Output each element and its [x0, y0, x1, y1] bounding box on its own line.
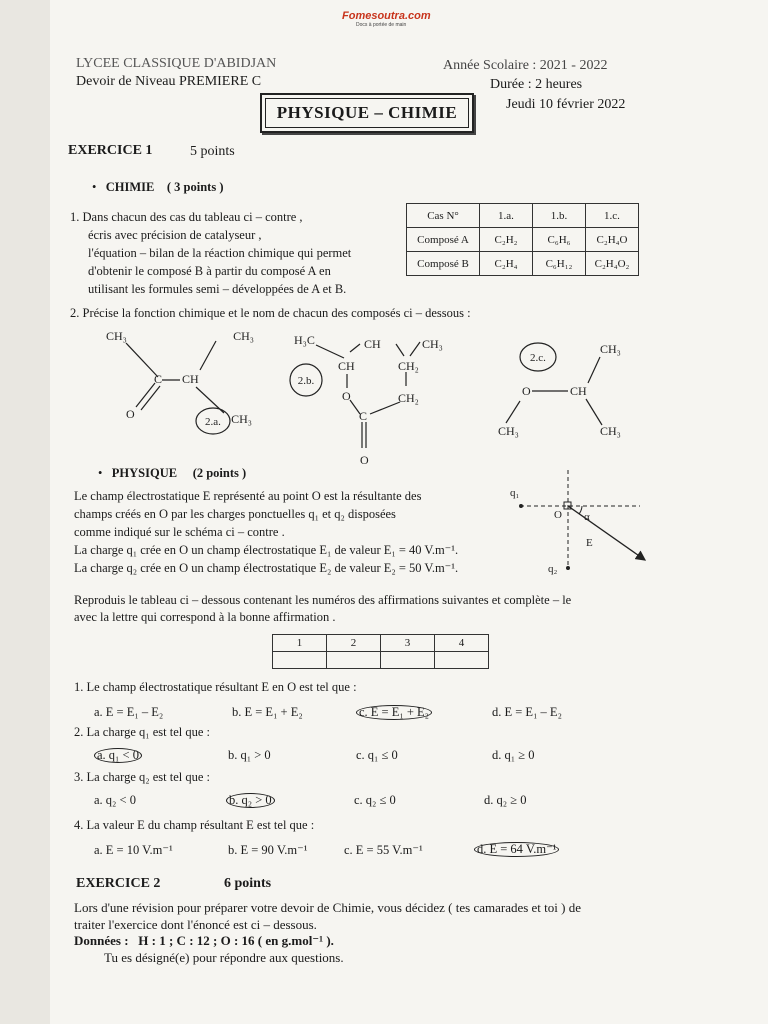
mol-text: H₃C	[294, 333, 315, 347]
table-cell: C₂H₄	[480, 252, 533, 276]
item-1-option-b: b. E = E₁ + E₂	[232, 705, 303, 719]
table-row	[273, 652, 489, 669]
mol-text: CH₃	[600, 424, 621, 438]
instruction-line: avec la lettre qui correspond à la bonne affirmation .	[74, 610, 336, 624]
table-cell-empty	[273, 652, 327, 669]
table-cell: 1	[273, 635, 327, 652]
mol-text: CH₂	[398, 391, 419, 405]
bond-line	[370, 402, 400, 414]
table-row	[273, 635, 489, 652]
mol-text: C	[359, 409, 368, 423]
table-cell: 2	[327, 635, 381, 652]
exam-page	[50, 0, 768, 1024]
table-cell: Composé A	[407, 228, 480, 252]
exercise-1-points: 5 points	[190, 144, 235, 159]
phys-line: La charge q₁ crée en O un champ électrostatique E₁ de valeur E₁ = 40 V.m⁻¹.	[74, 543, 459, 557]
answer-table	[272, 634, 489, 669]
q1-line: utilisant les formules semi – développées de A et B.	[88, 282, 347, 296]
intro-line: Lors d'une révision pour préparer votre devoir de Chimie, vous décidez ( tes camarades et toi ) de	[74, 900, 581, 915]
fig-text: E	[586, 537, 593, 549]
table-cell: 1.b.	[533, 204, 586, 228]
item-1-question: 1. Le champ électrostatique résultant E en O est tel que :	[74, 680, 357, 694]
angle-arc	[579, 506, 582, 514]
table-cell: 3	[381, 635, 435, 652]
table-cell: C₆H₆	[533, 228, 586, 252]
q1-line: écris avec précision de catalyseur ,	[88, 228, 262, 242]
mol-label: 2.a.	[205, 416, 221, 428]
phys-line: champs créés en O par les charges ponctuelles q₁ et q₂ disposées	[74, 507, 396, 521]
exercise-1-title: EXERCICE 1	[68, 143, 153, 158]
molecule-2c	[496, 335, 656, 445]
item-4-option-b: b. E = 90 V.m⁻¹	[228, 843, 308, 857]
logo-tagline: Docs à portée de main	[356, 22, 407, 28]
page-title: PHYSIQUE – CHIMIE	[265, 98, 469, 128]
molecule-2b	[286, 330, 446, 470]
physique-text	[74, 487, 458, 577]
q1-line: 1. Dans chacun des cas du tableau ci – contre ,	[70, 210, 303, 224]
mol-text: CH₃	[106, 329, 127, 343]
phys-line: Le champ électrostatique E représenté au point O est la résultante des	[74, 489, 422, 503]
mol-text: CH₂	[398, 359, 419, 373]
q1-line: d'obtenir le composé B à partir du composé A en	[88, 264, 331, 278]
mol-text: O	[342, 389, 351, 403]
table-cell: C₂H₄O₂	[586, 252, 639, 276]
mol-text: CH₃	[498, 424, 519, 438]
item-3-option-a: a. q₂ < 0	[94, 793, 136, 807]
phys-line: comme indiqué sur le schéma ci – contre .	[74, 525, 285, 539]
mol-text: CH₃	[231, 412, 252, 426]
chimie-heading	[92, 180, 224, 195]
mol-text: CH₃	[600, 342, 621, 356]
item-3-option-b	[226, 793, 275, 808]
logo-brand: Fomesoutra.com	[342, 10, 431, 22]
physique-points: (2 points )	[192, 466, 247, 480]
data-line	[74, 933, 334, 949]
selected-mark: d. E = 64 V.m⁻¹	[474, 842, 559, 857]
selected-mark: a. q₁ < 0	[94, 748, 142, 763]
charge-q2-dot	[566, 566, 570, 570]
bond-line	[200, 341, 216, 370]
bullet-icon: •	[92, 180, 97, 194]
fig-text: q₁	[510, 487, 520, 499]
item-2-option-d: d. q₁ ≥ 0	[492, 748, 535, 762]
table-cell: 1.a.	[480, 204, 533, 228]
item-3-option-c: c. q₂ ≤ 0	[354, 793, 396, 807]
table-row	[407, 204, 639, 228]
item-2-option-a	[94, 748, 142, 763]
exam-date: Jeudi 10 février 2022	[506, 97, 626, 112]
item-4-question: 4. La valeur E du champ résultant E est tel que :	[74, 818, 315, 832]
table-row	[407, 228, 639, 252]
table-cell: Composé B	[407, 252, 480, 276]
mol-text: C	[154, 372, 163, 386]
designated-line: Tu es désigné(e) pour répondre aux questions.	[104, 950, 344, 965]
exercise-2-points: 6 points	[224, 876, 272, 891]
item-4-option-a: a. E = 10 V.m⁻¹	[94, 843, 173, 857]
table-cell-empty	[327, 652, 381, 669]
table-row	[407, 252, 639, 276]
fig-text: q₂	[548, 563, 558, 575]
chimie-title: CHIMIE	[105, 180, 155, 194]
item-1-option-d: d. E = E₁ – E₂	[492, 705, 562, 719]
table-cell-empty	[381, 652, 435, 669]
fig-text: O	[554, 509, 562, 521]
mol-text: O	[522, 384, 531, 398]
mol-text: CH	[182, 372, 199, 386]
mol-text: CH	[338, 359, 355, 373]
data-values: H : 1 ; C : 12 ; O : 16 ( en g.mol⁻¹ ).	[138, 933, 334, 948]
charge-q1-dot	[519, 504, 523, 508]
chimie-points: ( 3 points )	[166, 180, 224, 194]
mol-text: CH	[364, 337, 381, 351]
bond-line	[350, 344, 360, 352]
mol-text: O	[126, 407, 135, 421]
question-1-block	[70, 208, 351, 298]
table-cell: C₂H₄O	[586, 228, 639, 252]
item-3-option-d: d. q₂ ≥ 0	[484, 793, 527, 807]
table-cell: C₂H₂	[480, 228, 533, 252]
fomesoutra-logo	[342, 10, 431, 28]
data-label: Données :	[74, 933, 129, 948]
item-2-option-c: c. q₁ ≤ 0	[356, 748, 398, 762]
mol-text: CH	[570, 384, 587, 398]
exercise-2-title: EXERCICE 2	[76, 876, 161, 891]
item-3-question: 3. La charge q₂ est tel que :	[74, 770, 211, 784]
item-4-option-d	[474, 842, 559, 857]
mol-text: CH₃	[233, 329, 254, 343]
bond-line	[588, 357, 600, 383]
selected-mark: b. q₂ > 0	[226, 793, 275, 808]
q1-line: l'équation – bilan de la réaction chimique qui permet	[88, 246, 352, 260]
mol-label: 2.c.	[530, 352, 546, 364]
fig-text: α	[584, 511, 590, 523]
intro-line: traiter l'exercice dont l'énoncé est ci – dessous.	[74, 917, 317, 932]
physique-title: PHYSIQUE	[111, 466, 178, 480]
bullet-icon: •	[98, 466, 103, 480]
item-4-option-c: c. E = 55 V.m⁻¹	[344, 843, 423, 857]
table-cell: C₆H₁₂	[533, 252, 586, 276]
field-diagram	[490, 470, 690, 582]
mol-text: CH₃	[422, 337, 443, 351]
bond-line	[396, 344, 404, 356]
bond-line	[586, 399, 602, 425]
molecule-2a	[96, 325, 266, 445]
exam-duration: Durée : 2 heures	[490, 77, 583, 92]
school-name: LYCEE CLASSIQUE D'ABIDJAN	[76, 56, 277, 71]
bond-line	[316, 345, 344, 358]
bond-line	[410, 342, 420, 356]
table-cell: 1.c.	[586, 204, 639, 228]
phys-line: La charge q₂ crée en O un champ électrostatique E₂ de valeur E₂ = 50 V.m⁻¹.	[74, 561, 459, 575]
title-box	[260, 93, 474, 133]
table-cell: Cas N°	[407, 204, 480, 228]
item-1-option-a: a. E = E₁ – E₂	[94, 705, 164, 719]
instruction-line: Reproduis le tableau ci – dessous contenant les numéros des affirmations suivantes et complète – le	[74, 593, 572, 607]
cas-table	[406, 203, 639, 276]
table-cell: 4	[435, 635, 489, 652]
exam-level: Devoir de Niveau PREMIERE C	[76, 74, 262, 89]
item-1-option-c	[356, 705, 432, 720]
mol-text: O	[360, 453, 369, 467]
item-2-question: 2. La charge q₁ est tel que :	[74, 725, 211, 739]
table-cell-empty	[435, 652, 489, 669]
question-2: 2. Précise la fonction chimique et le nom de chacun des composés ci – dessous :	[70, 306, 471, 320]
physique-heading	[98, 466, 246, 481]
item-2-option-b: b. q₁ > 0	[228, 748, 271, 762]
school-year: Année Scolaire : 2021 - 2022	[443, 58, 608, 73]
mol-label: 2.b.	[297, 375, 315, 387]
bond-line	[506, 401, 520, 423]
exercise-2-intro	[74, 899, 581, 933]
selected-mark: c. E = E₁ + E₂	[356, 705, 432, 720]
reproduce-instruction	[74, 592, 571, 626]
